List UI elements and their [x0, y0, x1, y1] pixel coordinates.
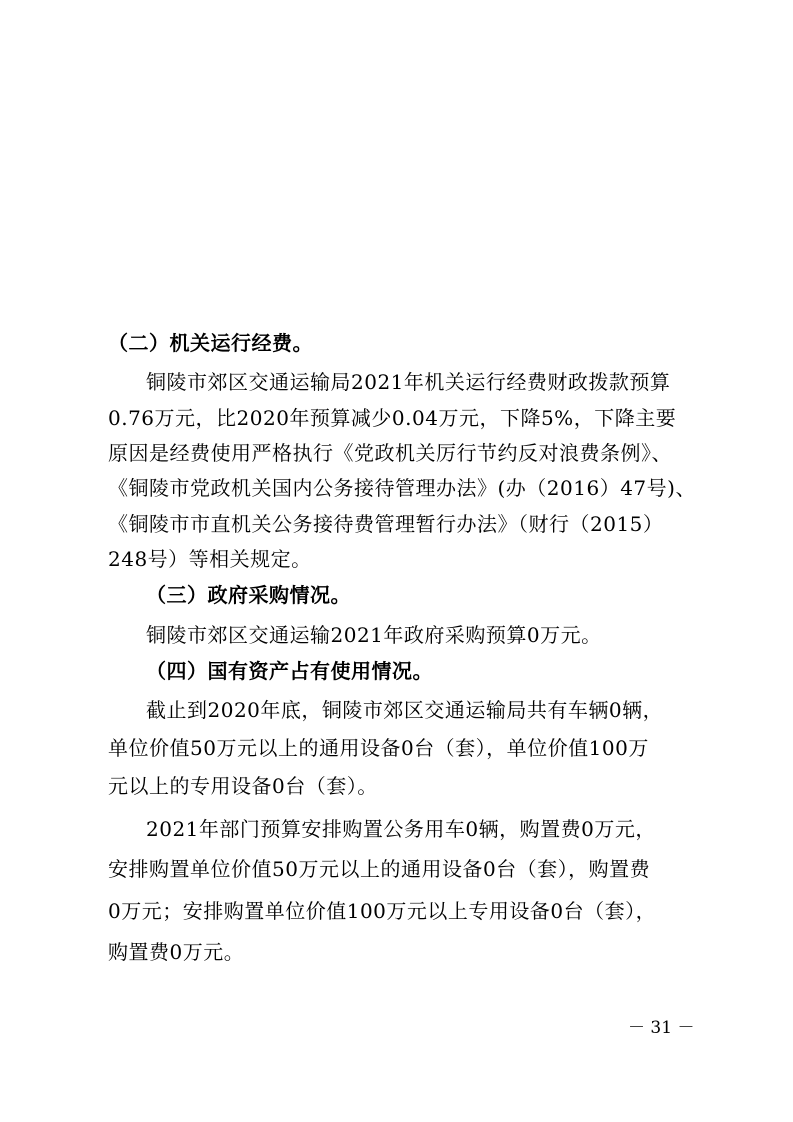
section-heading-2: （二）机关运行经费。	[108, 331, 313, 355]
paragraph-line: 248号）等相关规定。	[108, 547, 312, 571]
paragraph-line: 购置费0万元。	[108, 940, 245, 964]
paragraph-line: 原因是经费使用严格执行《党政机关厉行节约反对浪费条例》、	[108, 441, 672, 465]
page-number: － 31 －	[628, 1018, 695, 1038]
paragraph-line: 《铜陵市党政机关国内公务接待管理办法》(办（2016）47号)、	[108, 476, 696, 500]
paragraph-line: 截止到2020年底，铜陵市郊区交通运输局共有车辆0辆，	[146, 698, 664, 722]
paragraph-line: 2021年部门预算安排购置公务用车0辆，购置费0万元，	[146, 817, 656, 841]
paragraph-line: 《铜陵市市直机关公务接待费管理暂行办法》（财行（2015）	[108, 512, 664, 536]
section-heading-3: （三）政府采购情况。	[146, 583, 351, 607]
paragraph-line: 元以上的专用设备0台（套）。	[108, 774, 378, 798]
paragraph-line: 0.76万元，比2020年预算减少0.04万元，下降5%，下降主要	[108, 406, 677, 430]
section-heading-4: （四）国有资产占有使用情况。	[146, 659, 433, 683]
paragraph-line: 铜陵市郊区交通运输2021年政府采购预算0万元。	[146, 623, 602, 647]
paragraph-line: 铜陵市郊区交通运输局2021年机关运行经费财政拨款预算	[146, 370, 671, 394]
paragraph-line: 0万元；安排购置单位价值100万元以上专用设备0台（套），	[108, 899, 657, 923]
paragraph-line: 单位价值50万元以上的通用设备0台（套），单位价值100万	[108, 736, 649, 760]
paragraph-line: 安排购置单位价值50万元以上的通用设备0台（套），购置费	[108, 857, 651, 881]
